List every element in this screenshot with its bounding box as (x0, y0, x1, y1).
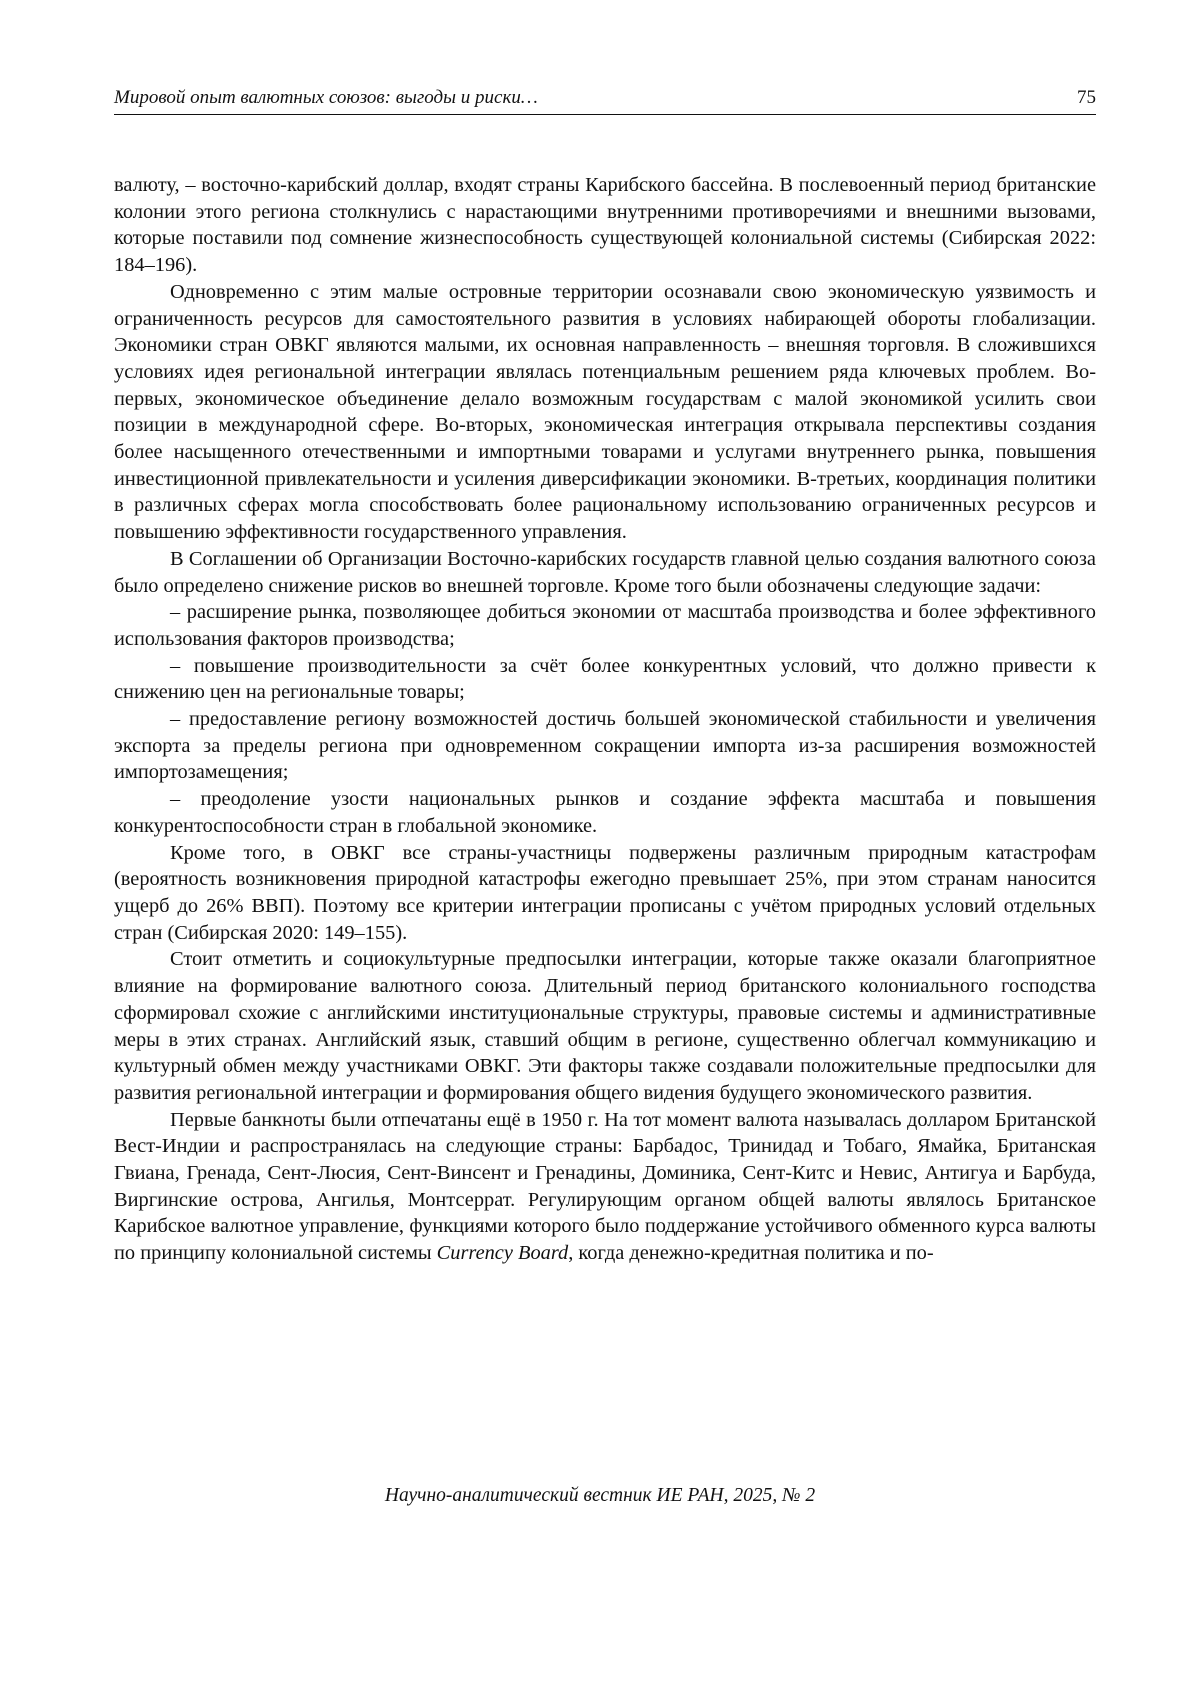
list-item-market-expansion: – расширение рынка, позволяющее добиться экономии от масштаба производства и более эффективного использования факторов производства; (114, 601, 1096, 650)
running-header (114, 86, 1096, 115)
list-item-stability: – предоставление региону возможностей достичь большей экономической стабильности и увеличения экспорта за пределы региона при одновременном сокращении импорта из-за расширения возможностей импортозамещения; (114, 708, 1096, 784)
paragraph-text-tail: , когда денежно-кредитная политика и по- (568, 1242, 934, 1265)
list-item-scale-effect: – преодоление узости национальных рынков и создание эффекта масштаба и повышения конкурентоспособности стран в глобальной экономике. (114, 788, 1096, 837)
currency-board-term: Currency Board (436, 1242, 569, 1265)
paragraph-integration-motives: Одновременно с этим малые островные территории осознавали свою экономическую уязвимость и ограниченность ресурсов для самостоятельного развития в условиях набирающей обороты глобализации. Экономики стран ОВКГ являются малыми, их основная направленность – внешняя торговля. В сложившихся условиях идея региональной интеграции являлась потенциальным решением ряда ключевых проблем. Во-первых, экономическое объединение делало возможным государствам с малой экономикой усилить свои позиции в международной сфере. Во-вторых, экономическая интеграция открывала перспективы создания более насыщенного отечественными и импортными товарами и услугами внутреннего рынка, повышения инвестиционной привлекательности и усиления диверсификации экономики. В-третьих, координация политики в различных сферах могла способствовать более рациональному использованию ограниченных ресурсов и повышению эффективности государственного управления. (114, 280, 1096, 544)
page-number: 75 (1077, 87, 1096, 108)
paragraph-agreement-goals: В Соглашении об Организации Восточно-карибских государств главной целью создания валютного союза было определено снижение рисков во внешней торговле. Кроме того были обозначены следующие задачи: (114, 547, 1096, 597)
paragraph-sociocultural: Стоит отметить и социокультурные предпосылки интеграции, которые также оказали благоприятное влияние на формирование валютного союза. Длительный период британского колониального господства сформировал схожие с английскими институциональные структуры, правовые системы и административные меры в этих странах. Английский язык, ставший общим в регионе, существенно облегчал коммуникацию и культурный обмен между участниками ОВКГ. Эти факторы также создавали положительные предпосылки для развития региональной интеграции и формирования общего видения будущего экономического развития. (114, 948, 1096, 1104)
journal-footer: Научно-аналитический вестник ИЕ РАН, 2025, № 2 (384, 1485, 816, 1506)
paragraph-natural-disasters: Кроме того, в ОВКГ все страны-участницы подвержены различным природным катастрофам (вероятность возникновения природной катастрофы ежегодно превышает 25%, при этом странам наносится ущерб до 26% ВВП). Поэтому все критерии интеграции прописаны с учётом природных условий отдельных стран (Сибирская 2020: 149–155). (114, 841, 1096, 944)
running-title: Мировой опыт валютных союзов: выгоды и риски… (114, 87, 538, 108)
list-item-productivity: – повышение производительности за счёт более конкурентных условий, что должно привести к снижению цен на региональные товары; (114, 654, 1096, 704)
paragraph-first-banknotes (114, 1107, 1096, 1267)
paragraph-text: Первые банкноты были отпечатаны ещё в 1950 г. На тот момент валюта называлась долларом Британской Вест-Индии и распространялась на следующие страны: Барбадос, Тринидад и Тобаго, Ямайка, Британская Гвиана, Гренада, Сент-Люсия, Сент-Винсент и Гренадины, Доминика, Сент-Китс и Невис, Антигуа и Барбуда, Виргинские острова, Ангилья, Монтсеррат. Регулирующим органом общей валюты являлось Британское Карибское валютное управление, функциями которого было поддержание устойчивого обменного курса валюты по принципу колониальной системы (114, 1108, 1096, 1265)
paragraph-continuation: валюту, – восточно-карибский доллар, входят страны Карибского бассейна. В послевоенный период британские колонии этого региона столкнулись с нарастающими внутренними противоречиями и внешними вызовами, которые поставили под сомнение жизнеспособность существующей колониальной системы (Сибирская 2022: 184–196). (114, 174, 1096, 277)
article-body (114, 172, 1096, 1267)
